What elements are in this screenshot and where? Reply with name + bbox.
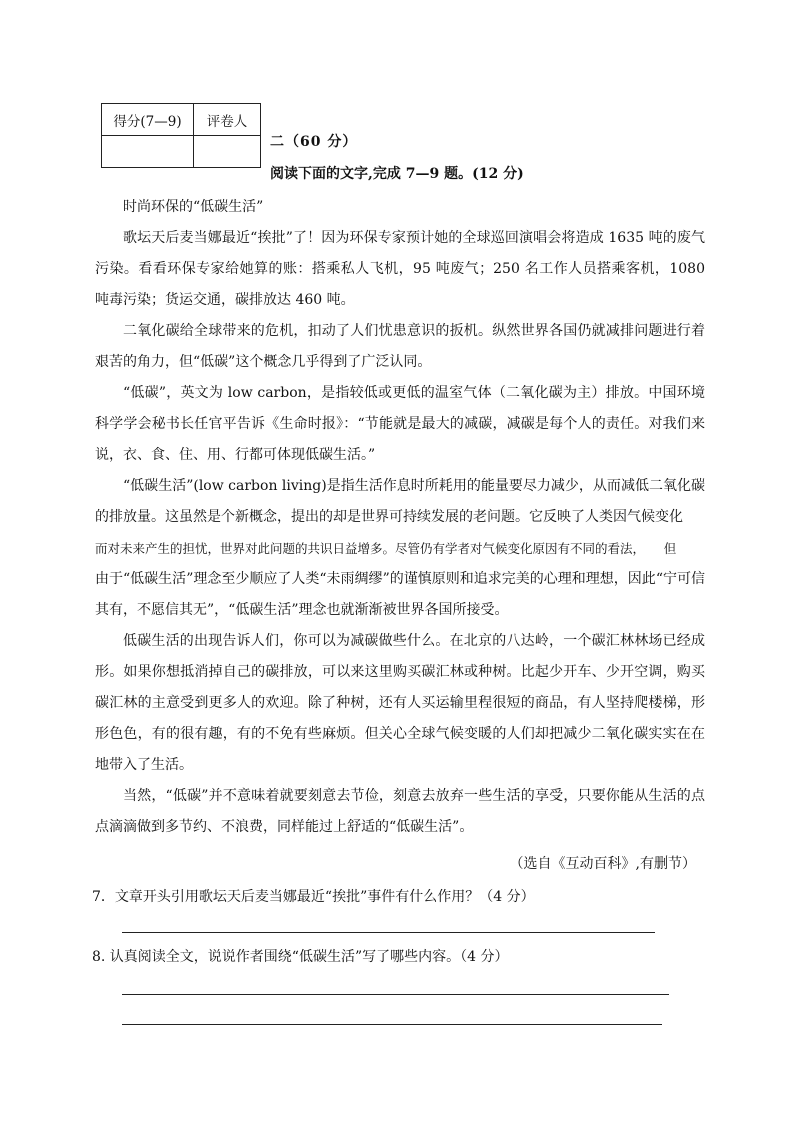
score-label: 得分(7—9) (102, 104, 194, 136)
score-table (101, 103, 261, 168)
paragraph-1: 歌坛天后麦当娜最近“挨批”了！因为环保专家预计她的全球巡回演唱会将造成 1635 吨的废气污染。看看环保专家给她算的账：搭乘私人飞机，95 吨废气；250 名工作人员搭乘客机，1080 吨毒污染；货运交通，碳排放达 460 吨。 (95, 230, 705, 308)
answer-line-q8-1[interactable] (122, 994, 669, 995)
answer-line-q7[interactable] (122, 932, 655, 933)
answer-line-q8-2[interactable] (122, 1024, 662, 1025)
passage-source: （选自《互动百科》,有删节） (509, 856, 696, 872)
paragraph-4-part-3: 由于“低碳生活”理念至少顺应了人类“未雨绸缪”的谨慎原则和追求完美的心理和理想，因此“宁可信其有，不愿信其无”，“低碳生活”理念也就渐渐被世界各国所接受。 (95, 571, 705, 618)
grader-cell[interactable] (194, 136, 261, 168)
reading-passage (95, 192, 705, 843)
score-cell[interactable] (102, 136, 194, 168)
question-8: 8. 认真阅读全文，说说作者围绕“低碳生活”写了哪些内容。（4 分） (92, 949, 509, 965)
paragraph-4-part-1: “低碳生活”(low carbon living)是指生活作息时所耗用的能量要尽力减少，从而减低二氧化碳的排放量。这虽然是个新概念，提出的却是世界可持续发展的老问题。它反映了人类因气候变化 (95, 478, 705, 525)
paragraph-5: 低碳生活的出现告诉人们，你可以为减碳做些什么。在北京的八达岭，一个碳汇林林场已经成形。如果你想抵消掉自己的碳排放，可以来这里购买碳汇林或种树。比起少开车、少开空调，购买碳汇林的主意受到更多人的欢迎。除了种树，还有人买运输里程很短的商品，有人坚持爬楼梯，形形色色，有的很有趣，有的不免有些麻烦。但关心全球气候变暖的人们却把减少二氧化碳实实在在地带入了生活。 (95, 633, 705, 773)
paragraph-3: “低碳”，英文为 low carbon，是指较低或更低的温室气体（二氧化碳为主）排放。中国环境科学学会秘书长任官平告诉《生命时报》：“节能就是最大的减碳，减碳是每个人的责任。对我们来说，衣、食、住、用、行都可体现低碳生活。” (95, 385, 705, 463)
section-instruction: 阅读下面的文字,完成 7—9 题。(12 分) (270, 166, 524, 182)
grader-label: 评卷人 (194, 104, 261, 136)
passage-title: 时尚环保的“低碳生活” (123, 199, 264, 215)
section-title: 二（60 分） (270, 134, 358, 150)
paragraph-2: 二氧化碳给全球带来的危机，扣动了人们忧患意识的扳机。纵然世界各国仍就减排问题进行着艰苦的角力，但“低碳”这个概念几乎得到了广泛认同。 (95, 323, 705, 370)
question-7: 7．文章开头引用歌坛天后麦当娜最近“挨批”事件有什么作用？（4 分） (92, 889, 535, 905)
paragraph-4-part-2: 而对未来产生的担忧，世界对此问题的共识日益增多。尽管仍有学者对气候变化原因有不同的看法， 但 (95, 541, 677, 556)
paragraph-6: 当然，“低碳”并不意味着就要刻意去节俭，刻意去放弃一些生活的享受，只要你能从生活的点点滴滴做到多节约、不浪费，同样能过上舒适的“低碳生活”。 (95, 788, 705, 835)
